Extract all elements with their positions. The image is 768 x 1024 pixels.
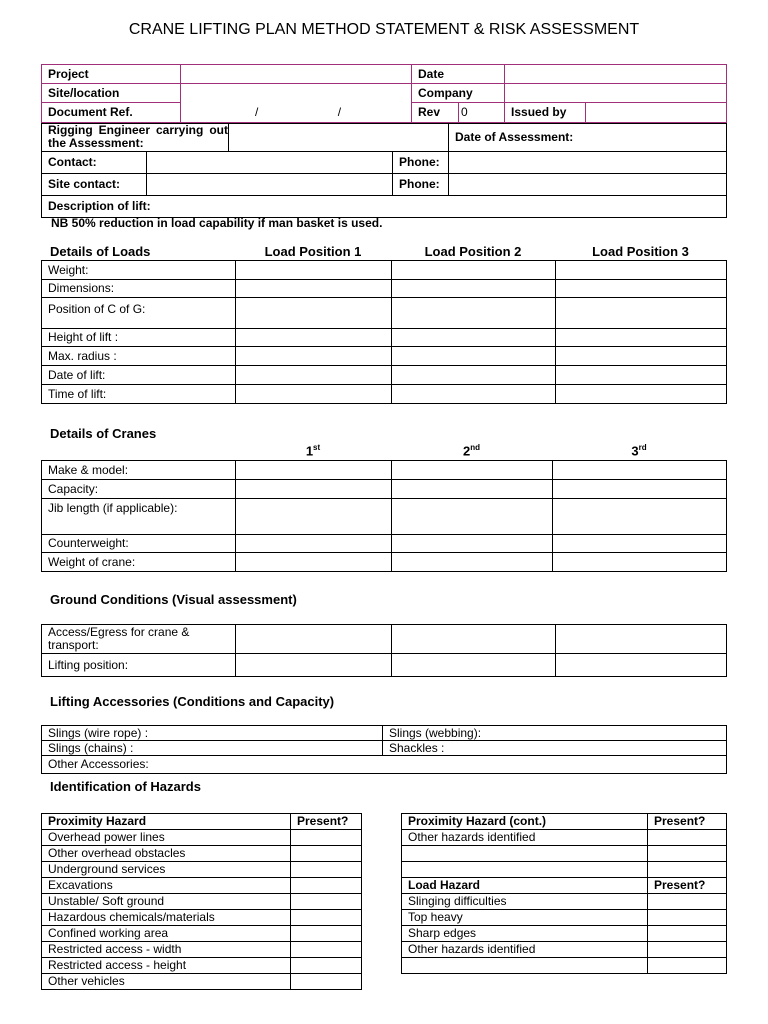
shackles[interactable]: Shackles : (383, 741, 727, 756)
present-cell[interactable] (291, 846, 362, 862)
accessories-table (41, 725, 727, 774)
cranes-row-label: Capacity: (42, 480, 236, 499)
loads-cell[interactable] (556, 298, 727, 329)
cranes-cell[interactable] (236, 461, 392, 480)
proximity-hazard-table (41, 813, 362, 990)
loads-heading: Details of Loads (50, 244, 151, 259)
cranes-cell[interactable] (553, 499, 727, 535)
present-cell[interactable] (291, 958, 362, 974)
loads-cell[interactable] (556, 366, 727, 385)
hazard-label: Other overhead obstacles (42, 846, 291, 862)
page-title: CRANE LIFTING PLAN METHOD STATEMENT & RISK ASSESSMENT (128, 21, 640, 38)
contact-label: Contact: (42, 152, 147, 174)
present-cell[interactable] (648, 830, 727, 846)
cranes-heading: Details of Cranes (50, 426, 157, 441)
hazard-label: Other vehicles (42, 974, 291, 990)
loads-cell[interactable] (392, 329, 556, 347)
loads-row-label: Position of C of G: (42, 298, 236, 329)
loads-cell[interactable] (392, 261, 556, 280)
phone-label-2: Phone: (393, 174, 449, 196)
ground-row-label: Access/Egress for crane & transport: (42, 625, 236, 654)
site-contact-field[interactable] (147, 174, 393, 196)
hazard-label: Slinging difficulties (402, 894, 648, 910)
loads-cell[interactable] (392, 366, 556, 385)
header-table (41, 64, 727, 123)
company-field[interactable] (505, 84, 727, 103)
rev-value[interactable]: 0 (459, 103, 505, 123)
cranes-cell[interactable] (392, 553, 553, 572)
date-label: Date (412, 65, 505, 84)
cranes-cell[interactable] (553, 480, 727, 499)
proximity-hazard-header: Proximity Hazard (42, 814, 291, 830)
cranes-cell[interactable] (392, 499, 553, 535)
company-label: Company (412, 84, 505, 103)
cranes-cell[interactable] (236, 553, 392, 572)
loads-cell[interactable] (236, 329, 392, 347)
present-header: Present? (648, 878, 727, 894)
phone-label: Phone: (393, 152, 449, 174)
hazard-label: Other hazards identified (402, 942, 648, 958)
loads-cell[interactable] (236, 261, 392, 280)
hazard-label: Restricted access - height (42, 958, 291, 974)
loads-cell[interactable] (392, 298, 556, 329)
loads-cell[interactable] (556, 329, 727, 347)
phone-field[interactable] (449, 152, 727, 174)
cranes-cell[interactable] (392, 480, 553, 499)
hazard-label: Sharp edges (402, 926, 648, 942)
date-of-assessment-label: Date of Assessment: (449, 124, 727, 152)
phone-field-2[interactable] (449, 174, 727, 196)
loads-cell[interactable] (236, 385, 392, 404)
loads-col-1: Load Position 1 (264, 244, 362, 259)
cranes-cell[interactable] (236, 535, 392, 553)
hazard-label: Unstable/ Soft ground (42, 894, 291, 910)
accessories-heading: Lifting Accessories (Conditions and Capacity) (50, 694, 335, 709)
present-cell[interactable] (291, 878, 362, 894)
present-cell[interactable] (291, 926, 362, 942)
loads-row-label: Date of lift: (42, 366, 236, 385)
project-label: Project (42, 65, 181, 84)
hazard-label[interactable] (402, 958, 648, 974)
ground-heading: Ground Conditions (Visual assessment) (50, 592, 297, 607)
proximity-hazard-cont-header: Proximity Hazard (cont.) (402, 814, 648, 830)
cranes-col-1: 1st (305, 443, 321, 459)
slings-wire-rope[interactable]: Slings (wire rope) : (42, 726, 383, 741)
load-hazard-header: Load Hazard (402, 878, 648, 894)
ground-cell[interactable] (236, 625, 392, 654)
document-ref-field[interactable] (181, 103, 412, 123)
site-contact-label: Site contact: (42, 174, 147, 196)
cranes-row-label: Jib length (if applicable): (42, 499, 236, 535)
hazard-label: Excavations (42, 878, 291, 894)
loads-col-3: Load Position 3 (592, 244, 689, 259)
loads-cell[interactable] (236, 366, 392, 385)
present-header: Present? (648, 814, 727, 830)
ground-cell[interactable] (392, 654, 556, 677)
cranes-col-3: 3rd (631, 443, 647, 459)
loads-row-label: Height of lift : (42, 329, 236, 347)
hazard-label: Hazardous chemicals/materials (42, 910, 291, 926)
loads-cell[interactable] (556, 347, 727, 366)
other-accessories[interactable]: Other Accessories: (42, 756, 727, 774)
hazard-label: Other hazards identified (402, 830, 648, 846)
loads-row-label: Max. radius : (42, 347, 236, 366)
cranes-row-label: Weight of crane: (42, 553, 236, 572)
info-table (41, 123, 727, 218)
man-basket-note: NB 50% reduction in load capability if man basket is used. (51, 216, 383, 230)
slings-webbing[interactable]: Slings (webbing): (383, 726, 727, 741)
project-field[interactable] (181, 65, 412, 84)
cranes-row-label: Counterweight: (42, 535, 236, 553)
rigging-engineer-field[interactable] (229, 124, 449, 152)
site-location-field[interactable] (181, 84, 412, 103)
ground-cell[interactable] (392, 625, 556, 654)
ground-cell[interactable] (236, 654, 392, 677)
loads-row-label: Dimensions: (42, 280, 236, 298)
present-cell[interactable] (648, 862, 727, 878)
loads-table (41, 260, 727, 404)
slings-chains[interactable]: Slings (chains) : (42, 741, 383, 756)
hazards-heading: Identification of Hazards (50, 779, 201, 794)
loads-cell[interactable] (392, 280, 556, 298)
cranes-row-label: Make & model: (42, 461, 236, 480)
loads-row-label: Time of lift: (42, 385, 236, 404)
rigging-engineer-label: Rigging Engineer carrying out the Assessment: (42, 124, 229, 152)
hazard-label: Overhead power lines (42, 830, 291, 846)
cranes-cell[interactable] (553, 535, 727, 553)
hazard-label[interactable] (402, 846, 648, 862)
slash-1: / (255, 104, 259, 119)
hazard-label: Top heavy (402, 910, 648, 926)
hazard-label: Confined working area (42, 926, 291, 942)
present-cell[interactable] (648, 942, 727, 958)
cranes-cell[interactable] (553, 553, 727, 572)
loads-cell[interactable] (236, 280, 392, 298)
hazard-label[interactable] (402, 862, 648, 878)
present-cell[interactable] (648, 926, 727, 942)
loads-cell[interactable] (556, 261, 727, 280)
present-cell[interactable] (648, 894, 727, 910)
contact-field[interactable] (147, 152, 393, 174)
description-label: Description of lift: (42, 196, 727, 218)
cranes-cell[interactable] (392, 535, 553, 553)
date-field[interactable] (505, 65, 727, 84)
ground-row-label: Lifting position: (42, 654, 236, 677)
cranes-cell[interactable] (236, 480, 392, 499)
present-cell[interactable] (648, 958, 727, 974)
present-cell[interactable] (291, 974, 362, 990)
hazard-label: Restricted access - width (42, 942, 291, 958)
present-cell[interactable] (291, 894, 362, 910)
cranes-col-2: 2nd (462, 443, 480, 459)
present-cell[interactable] (291, 910, 362, 926)
present-cell[interactable] (648, 910, 727, 926)
site-location-label: Site/location (42, 84, 181, 103)
present-header: Present? (291, 814, 362, 830)
loads-cell[interactable] (556, 385, 727, 404)
loads-cell[interactable] (236, 347, 392, 366)
issued-by-field[interactable] (586, 103, 727, 123)
rev-label: Rev (412, 103, 459, 123)
present-cell[interactable] (291, 830, 362, 846)
ground-cell[interactable] (556, 625, 727, 654)
loads-cell[interactable] (392, 385, 556, 404)
ground-table (41, 624, 727, 677)
loads-cell[interactable] (392, 347, 556, 366)
ground-cell[interactable] (556, 654, 727, 677)
loads-cell[interactable] (236, 298, 392, 329)
loads-col-2: Load Position 2 (424, 244, 522, 259)
present-cell[interactable] (648, 846, 727, 862)
document-ref-label: Document Ref. (42, 103, 181, 123)
slash-2: / (337, 104, 342, 119)
proximity-hazard-cont-table (401, 813, 727, 974)
loads-cell[interactable] (556, 280, 727, 298)
cranes-cell[interactable] (553, 461, 727, 480)
cranes-cell[interactable] (236, 499, 392, 535)
loads-row-label: Weight: (42, 261, 236, 280)
hazard-label: Underground services (42, 862, 291, 878)
issued-by-label: Issued by (505, 103, 586, 123)
present-cell[interactable] (291, 862, 362, 878)
cranes-cell[interactable] (392, 461, 553, 480)
present-cell[interactable] (291, 942, 362, 958)
cranes-table (41, 460, 727, 572)
